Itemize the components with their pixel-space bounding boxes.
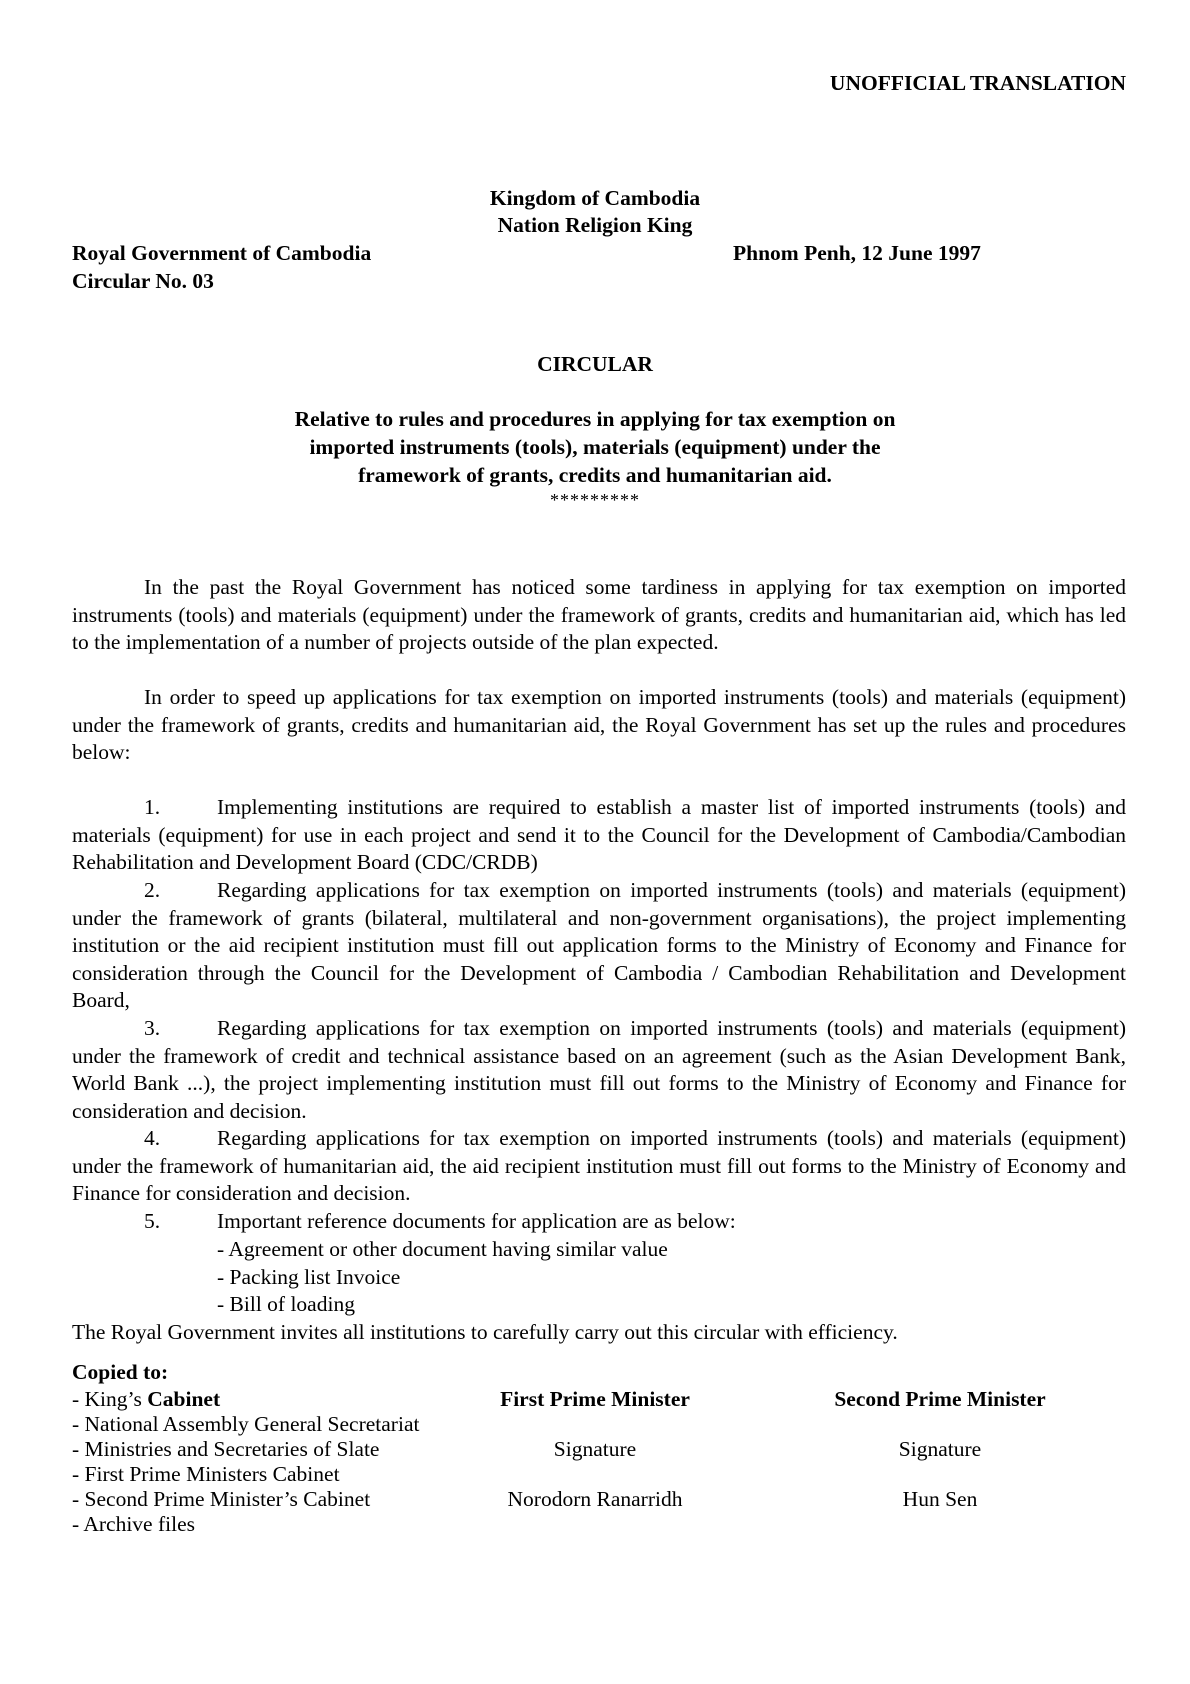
item-number: 2. (144, 878, 161, 902)
government-name: Royal Government of Cambodia (72, 241, 372, 265)
closing-sentence: The Royal Government invites all institutions to carefully carry out this circular with efficiency. (72, 1320, 898, 1344)
reference-doc-item: - Packing list Invoice (217, 1265, 401, 1289)
recipient-item: - Ministries and Secretaries of Slate (72, 1437, 380, 1461)
separator-stars: ********* (550, 490, 640, 510)
list-item (72, 1015, 1126, 1125)
list-item (72, 794, 1126, 877)
recipient-item: - Archive files (72, 1512, 195, 1536)
item-text: Regarding applications for tax exemption on imported instruments (tools) and materials (equipment) under the framework of credit and technical assistance based on an agreement (such as the Asian Development Bank, World Bank ...), the project implementing institution must fill out forms to the Ministry of Economy and Finance for consideration and decision. (72, 1016, 1126, 1123)
second-pm-signature: Signature (898, 1437, 982, 1461)
item-text: Regarding applications for tax exemption on imported instruments (tools) and materials (equipment) under the framework of humanitarian aid, the aid recipient institution must fill out forms to the Ministry of Economy and Finance for consideration and decision. (72, 1126, 1126, 1205)
reference-doc-item: - Bill of loading (217, 1292, 355, 1316)
second-pm-name: Hun Sen (902, 1487, 978, 1511)
reference-doc-item: - Agreement or other document having similar value (217, 1237, 668, 1261)
subject-line-3: framework of grants, credits and humanitarian aid. (358, 463, 832, 487)
item-number: 4. (144, 1126, 161, 1150)
item-text: Implementing institutions are required to establish a master list of imported instruments (tools) and materials (equipment) for use in each project and send it to the Council for the Development of Cambodia/Cambodian Rehabilitation and Development Board (CDC/CRDB) (72, 795, 1126, 874)
first-pm-title: First Prime Minister (500, 1387, 690, 1411)
copied-to-label: Copied to: (72, 1360, 169, 1384)
subject-line-1: Relative to rules and procedures in applying for tax exemption on (294, 407, 896, 431)
item-number: 1. (144, 795, 161, 819)
item-text: Important reference documents for application are as below: (217, 1209, 736, 1233)
circular-number: Circular No. 03 (72, 269, 214, 293)
second-pm-title: Second Prime Minister (834, 1387, 1046, 1411)
recipient-item: - Second Prime Minister’s Cabinet (72, 1487, 371, 1511)
item-number: 3. (144, 1016, 161, 1040)
list-item (72, 877, 1126, 1015)
recipient-item: - First Prime Ministers Cabinet (72, 1462, 340, 1486)
document-heading: CIRCULAR (537, 352, 653, 376)
first-pm-name: Norodorn Ranarridh (507, 1487, 683, 1511)
list-item (72, 1208, 1126, 1236)
intro-paragraph: In the past the Royal Government has noticed some tardiness in applying for tax exemption on imported instruments (tools) and materials (equipment) under the framework of grants, credits and humanitarian aid, which has led to the implementation of a number of projects outside of the plan expected. (72, 575, 1126, 654)
recipient-prefix: - King’s (72, 1387, 148, 1411)
kingdom-title: Kingdom of Cambodia (489, 186, 701, 210)
first-pm-signature: Signature (553, 1437, 637, 1461)
item-number: 5. (144, 1209, 161, 1233)
recipient-item (72, 1386, 220, 1414)
recipient-bold: Cabinet (147, 1387, 221, 1411)
list-item (72, 1125, 1126, 1208)
purpose-paragraph: In order to speed up applications for tax exemption on imported instruments (tools) and materials (equipment) under the framework of grants, credits and humanitarian aid, the Royal Government has set up the rules and procedures below: (72, 685, 1126, 764)
recipient-item: - National Assembly General Secretariat (72, 1412, 420, 1436)
subject-line-2: imported instruments (tools), materials (equipment) under the (309, 435, 881, 459)
unofficial-translation-label: UNOFFICIAL TRANSLATION (829, 71, 1126, 95)
national-motto: Nation Religion King (497, 213, 693, 237)
item-text: Regarding applications for tax exemption on imported instruments (tools) and materials (equipment) under the framework of grants (bilateral, multilateral and non-government organisations), the project implementing institution or the aid recipient institution must fill out application forms to the Ministry of Economy and Finance for consideration through the Council for the Development of Cambodia / Cambodian Rehabilitation and Development Board, (72, 878, 1126, 1012)
place-date: Phnom Penh, 12 June 1997 (733, 241, 981, 265)
